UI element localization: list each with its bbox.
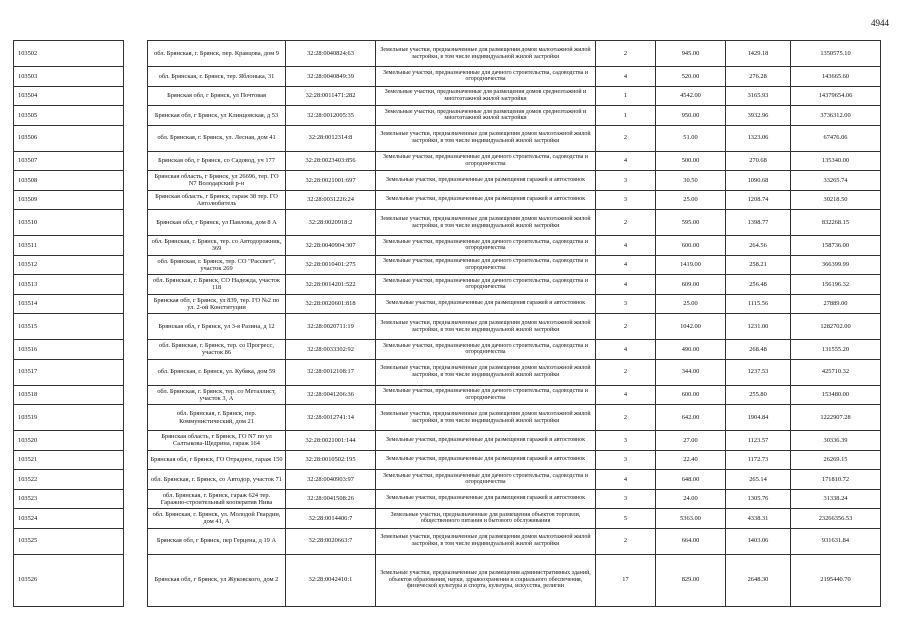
area-cell: 600.00 <box>656 236 726 256</box>
address-cell: обл. Брянская, г. Брянск, со Автодор, участок 71 <box>148 470 286 490</box>
spacer-cell <box>124 385 148 405</box>
address-cell: Брянская обл, г Брянск, ул Клинцовская, д 53 <box>148 106 286 126</box>
spacer-cell <box>124 314 148 340</box>
table-row <box>14 255 881 275</box>
group-number-cell: 5 <box>596 509 656 529</box>
table-row <box>14 405 881 431</box>
spacer-cell <box>124 554 148 606</box>
spacer-cell <box>124 106 148 126</box>
specific-value-cell: 1172.73 <box>726 450 791 470</box>
specific-value-cell: 1398.77 <box>726 210 791 236</box>
specific-value-cell: 1231.00 <box>726 314 791 340</box>
specific-value-cell: 268.48 <box>726 340 791 360</box>
group-number-cell: 4 <box>596 385 656 405</box>
group-number-cell: 2 <box>596 528 656 554</box>
cadastral-number-cell: 32:28:0012005:35 <box>286 106 376 126</box>
cadastral-value-cell: 135340.00 <box>791 151 881 171</box>
specific-value-cell: 1090.68 <box>726 171 791 191</box>
address-cell: Брянская область, г Брянск, ГО N7 по ул Салтыкова-Щедрина, гараж 164 <box>148 431 286 451</box>
spacer-cell <box>124 190 148 210</box>
group-number-cell: 4 <box>596 151 656 171</box>
table-row <box>14 171 881 191</box>
land-use-cell: Земельные участки, предназначенные для дачного строительства, садоводства и огородничества <box>376 470 596 490</box>
cadastral-number-cell: 32:28:0021001:697 <box>286 171 376 191</box>
cadastral-number-cell: 32:28:0031226:24 <box>286 190 376 210</box>
area-cell: 490.00 <box>656 340 726 360</box>
specific-value-cell: 264.56 <box>726 236 791 256</box>
cadastral-value-cell: 30218.50 <box>791 190 881 210</box>
land-use-cell: Земельные участки, предназначенные для размещения домов малоэтажной жилой застройки, в том числе индивидуальной жилой застройки <box>376 41 596 67</box>
group-number-cell: 1 <box>596 106 656 126</box>
area-cell: 30.50 <box>656 171 726 191</box>
cadastral-number-cell: 32:28:0023403:856 <box>286 151 376 171</box>
table-row <box>14 190 881 210</box>
land-use-cell: Земельные участки, предназначенные для размещения административных зданий, объектов образования, науки, здравоохранения и социального обеспечения, физической культуры и спорта, культуры, искусства, религии <box>376 554 596 606</box>
cadastral-value-cell: 1222907.28 <box>791 405 881 431</box>
object-id-cell: 103505 <box>14 106 124 126</box>
group-number-cell: 4 <box>596 275 656 295</box>
spacer-cell <box>124 359 148 385</box>
spacer-cell <box>124 255 148 275</box>
cadastral-value-cell: 31338.24 <box>791 489 881 509</box>
table-row <box>14 528 881 554</box>
specific-value-cell: 1323.06 <box>726 125 791 151</box>
address-cell: обл. Брянская, г. Брянск, гараж 624 тер. Гаражно-строительный кооператив Нива <box>148 489 286 509</box>
land-use-cell: Земельные участки, предназначенные для размещения домов среднеэтажной и многоэтажной жилой застройки <box>376 86 596 106</box>
specific-value-cell: 265.14 <box>726 470 791 490</box>
group-number-cell: 4 <box>596 236 656 256</box>
spacer-cell <box>124 151 148 171</box>
group-number-cell: 2 <box>596 41 656 67</box>
table-row <box>14 314 881 340</box>
table-row <box>14 509 881 529</box>
address-cell: Брянская обл, г Брянск, пер Герцена, д 19 А <box>148 528 286 554</box>
table-row <box>14 489 881 509</box>
specific-value-cell: 258.21 <box>726 255 791 275</box>
land-use-cell: Земельные участки, предназначенные для размещения домов малоэтажной жилой застройки, в том числе индивидуальной жилой застройки <box>376 359 596 385</box>
address-cell: обл. Брянская, г. Брянск, тер. СО "Рассвет", участок 269 <box>148 255 286 275</box>
area-cell: 5363.00 <box>656 509 726 529</box>
land-use-cell: Земельные участки, предназначенные для размещения домов малоэтажной жилой застройки, в том числе индивидуальной жилой застройки <box>376 210 596 236</box>
cadastral-number-cell: 32:28:0041508:26 <box>286 489 376 509</box>
address-cell: обл. Брянская, г. Брянск, пер. Коммунистический, дом 21 <box>148 405 286 431</box>
address-cell: обл. Брянская, г. Брянск, ул. Кубяка, дом 59 <box>148 359 286 385</box>
address-cell: Брянская обл, г Брянск, ул 839, тер. ГО №2 по ул. 2-ой Конституции <box>148 294 286 314</box>
group-number-cell: 4 <box>596 470 656 490</box>
spacer-cell <box>124 294 148 314</box>
area-cell: 25.00 <box>656 190 726 210</box>
group-number-cell: 4 <box>596 255 656 275</box>
specific-value-cell: 3932.96 <box>726 106 791 126</box>
object-id-cell: 103523 <box>14 489 124 509</box>
area-cell: 1419.00 <box>656 255 726 275</box>
land-use-cell: Земельные участки, предназначенные для размещения домов малоэтажной жилой застройки, в том числе индивидуальной жилой застройки <box>376 528 596 554</box>
group-number-cell: 2 <box>596 405 656 431</box>
area-cell: 1042.00 <box>656 314 726 340</box>
land-use-cell: Земельные участки, предназначенные для размещения домов малоэтажной жилой застройки, в том числе индивидуальной жилой застройки <box>376 405 596 431</box>
cadastral-number-cell: 32:28:0021001:144 <box>286 431 376 451</box>
land-use-cell: Земельные участки, предназначенные для размещения гаражей и автостоянок <box>376 294 596 314</box>
table-row <box>14 450 881 470</box>
cadastral-value-cell: 425710.32 <box>791 359 881 385</box>
cadastral-number-cell: 32:28:0041206:36 <box>286 385 376 405</box>
object-id-cell: 103509 <box>14 190 124 210</box>
cadastral-value-cell: 26269.15 <box>791 450 881 470</box>
address-cell: обл. Брянская, г. Брянск, тер. со Прогресс, участок 86 <box>148 340 286 360</box>
address-cell: Брянская обл, г Брянск, со Садовод, уч 177 <box>148 151 286 171</box>
specific-value-cell: 1904.84 <box>726 405 791 431</box>
table-row <box>14 359 881 385</box>
object-id-cell: 103507 <box>14 151 124 171</box>
cadastral-value-cell: 832268.15 <box>791 210 881 236</box>
table-row <box>14 470 881 490</box>
spacer-cell <box>124 431 148 451</box>
cadastral-value-cell: 3736312.00 <box>791 106 881 126</box>
cadastral-number-cell: 32:28:0011471:282 <box>286 86 376 106</box>
cadastral-value-cell: 1350575.10 <box>791 41 881 67</box>
group-number-cell: 3 <box>596 489 656 509</box>
table-row <box>14 151 881 171</box>
area-cell: 642.00 <box>656 405 726 431</box>
cadastral-number-cell: 32:28:0042410:1 <box>286 554 376 606</box>
land-use-cell: Земельные участки, предназначенные для размещения домов среднеэтажной и многоэтажной жилой застройки <box>376 106 596 126</box>
object-id-cell: 103512 <box>14 255 124 275</box>
cadastral-number-cell: 32:28:0033302:92 <box>286 340 376 360</box>
group-number-cell: 2 <box>596 125 656 151</box>
specific-value-cell: 270.68 <box>726 151 791 171</box>
group-number-cell: 2 <box>596 210 656 236</box>
group-number-cell: 2 <box>596 314 656 340</box>
cadastral-value-cell: 14379654.06 <box>791 86 881 106</box>
cadastral-number-cell: 32:28:0012108:17 <box>286 359 376 385</box>
land-use-cell: Земельные участки, предназначенные для размещения домов малоэтажной жилой застройки, в том числе индивидуальной жилой застройки <box>376 125 596 151</box>
group-number-cell: 2 <box>596 359 656 385</box>
group-number-cell: 3 <box>596 171 656 191</box>
table-row <box>14 125 881 151</box>
area-cell: 51.00 <box>656 125 726 151</box>
spacer-cell <box>124 528 148 554</box>
object-id-cell: 103504 <box>14 86 124 106</box>
address-cell: обл. Брянская, г. Брянск, ул. Молодой Гвардии, дом 41, А <box>148 509 286 529</box>
spacer-cell <box>124 67 148 87</box>
cadastral-value-cell: 171810.72 <box>791 470 881 490</box>
land-use-cell: Земельные участки, предназначенные для размещения гаражей и автостоянок <box>376 450 596 470</box>
cadastral-number-cell: 32:28:0040904:307 <box>286 236 376 256</box>
table-row <box>14 554 881 606</box>
cadastral-number-cell: 32:28:0014406:7 <box>286 509 376 529</box>
address-cell: обл. Брянская, г. Брянск, пер. Кравцова, дом 9 <box>148 41 286 67</box>
table-row <box>14 294 881 314</box>
specific-value-cell: 1115.56 <box>726 294 791 314</box>
cadastral-value-cell: 143665.60 <box>791 67 881 87</box>
cadastral-number-cell: 32:28:0040849:39 <box>286 67 376 87</box>
table-row <box>14 210 881 236</box>
table-row <box>14 86 881 106</box>
cadastral-number-cell: 32:28:0020711:19 <box>286 314 376 340</box>
specific-value-cell: 2648.30 <box>726 554 791 606</box>
cadastral-number-cell: 32:28:0040824:63 <box>286 41 376 67</box>
address-cell: Брянская область, г Брянск, ул 26696, тер. ГО N7 Володарский р-н <box>148 171 286 191</box>
area-cell: 595.00 <box>656 210 726 236</box>
area-cell: 344.00 <box>656 359 726 385</box>
area-cell: 648.00 <box>656 470 726 490</box>
cadastral-value-cell: 153480.00 <box>791 385 881 405</box>
area-cell: 950.00 <box>656 106 726 126</box>
object-id-cell: 103514 <box>14 294 124 314</box>
address-cell: Брянская обл, г Брянск, ул Почтовая <box>148 86 286 106</box>
area-cell: 27.00 <box>656 431 726 451</box>
address-cell: обл. Брянская, г. Брянск, СО Надежда, участок 118 <box>148 275 286 295</box>
group-number-cell: 4 <box>596 340 656 360</box>
cadastral-number-cell: 32:28:0040903:97 <box>286 470 376 490</box>
land-use-cell: Земельные участки, предназначенные для дачного строительства, садоводства и огородничества <box>376 67 596 87</box>
table-row <box>14 41 881 67</box>
cadastral-number-cell: 32:28:0012741:14 <box>286 405 376 431</box>
cadastral-number-cell: 32:28:0020918:2 <box>286 210 376 236</box>
cadastral-value-cell: 27889.00 <box>791 294 881 314</box>
land-use-cell: Земельные участки, предназначенные для размещения домов малоэтажной жилой застройки, в том числе индивидуальной жилой застройки <box>376 314 596 340</box>
area-cell: 22.40 <box>656 450 726 470</box>
cadastral-value-cell: 1282702.00 <box>791 314 881 340</box>
spacer-cell <box>124 470 148 490</box>
land-use-cell: Земельные участки, предназначенные для дачного строительства, садоводства и огородничества <box>376 340 596 360</box>
spacer-cell <box>124 405 148 431</box>
object-id-cell: 103515 <box>14 314 124 340</box>
table-row <box>14 106 881 126</box>
object-id-cell: 103503 <box>14 67 124 87</box>
specific-value-cell: 256.48 <box>726 275 791 295</box>
spacer-cell <box>124 275 148 295</box>
spacer-cell <box>124 86 148 106</box>
area-cell: 520.00 <box>656 67 726 87</box>
spacer-cell <box>124 340 148 360</box>
specific-value-cell: 1403.06 <box>726 528 791 554</box>
spacer-cell <box>124 509 148 529</box>
address-cell: Брянская область, г Брянск, гараж 38 тер. ГО Автолюбитель <box>148 190 286 210</box>
area-cell: 4542.00 <box>656 86 726 106</box>
specific-value-cell: 1237.53 <box>726 359 791 385</box>
land-use-cell: Земельные участки, предназначенные для дачного строительства, садоводства и огородничества <box>376 275 596 295</box>
spacer-cell <box>124 125 148 151</box>
address-cell: обл. Брянская, г. Брянск, тер. со Автодорожник, 369 <box>148 236 286 256</box>
area-cell: 609.00 <box>656 275 726 295</box>
area-cell: 25.00 <box>656 294 726 314</box>
spacer-cell <box>124 210 148 236</box>
spacer-cell <box>124 236 148 256</box>
area-cell: 24.00 <box>656 489 726 509</box>
object-id-cell: 103520 <box>14 431 124 451</box>
area-cell: 945.00 <box>656 41 726 67</box>
object-id-cell: 103524 <box>14 509 124 529</box>
cadastral-value-cell: 158736.00 <box>791 236 881 256</box>
specific-value-cell: 255.80 <box>726 385 791 405</box>
specific-value-cell: 1208.74 <box>726 190 791 210</box>
object-id-cell: 103521 <box>14 450 124 470</box>
specific-value-cell: 1123.57 <box>726 431 791 451</box>
specific-value-cell: 1305.76 <box>726 489 791 509</box>
group-number-cell: 17 <box>596 554 656 606</box>
group-number-cell: 3 <box>596 450 656 470</box>
object-id-cell: 103522 <box>14 470 124 490</box>
land-use-cell: Земельные участки, предназначенные для дачного строительства, садоводства и огородничества <box>376 236 596 256</box>
object-id-cell: 103506 <box>14 125 124 151</box>
group-number-cell: 1 <box>596 86 656 106</box>
cadastral-value-cell: 156196.32 <box>791 275 881 295</box>
area-cell: 600.00 <box>656 385 726 405</box>
land-use-cell: Земельные участки, предназначенные для дачного строительства, садоводства и огородничества <box>376 151 596 171</box>
cadastral-value-cell: 33265.74 <box>791 171 881 191</box>
object-id-cell: 103508 <box>14 171 124 191</box>
cadastral-value-cell: 2195440.70 <box>791 554 881 606</box>
table-row <box>14 275 881 295</box>
object-id-cell: 103517 <box>14 359 124 385</box>
land-use-cell: Земельные участки, предназначенные для размещения гаражей и автостоянок <box>376 190 596 210</box>
area-cell: 829.00 <box>656 554 726 606</box>
address-cell: обл. Брянская, г. Брянск, тер. со Металлист, участок 3, А <box>148 385 286 405</box>
object-id-cell: 103525 <box>14 528 124 554</box>
specific-value-cell: 3165.93 <box>726 86 791 106</box>
table-row <box>14 67 881 87</box>
address-cell: обл. Брянская, г. Брянск, тер. Яблонька, 31 <box>148 67 286 87</box>
cadastral-value-table <box>13 40 881 607</box>
object-id-cell: 103502 <box>14 41 124 67</box>
cadastral-value-cell: 30336.39 <box>791 431 881 451</box>
object-id-cell: 103511 <box>14 236 124 256</box>
specific-value-cell: 276.28 <box>726 67 791 87</box>
group-number-cell: 3 <box>596 431 656 451</box>
cadastral-number-cell: 32:28:0010401:275 <box>286 255 376 275</box>
cadastral-value-cell: 931631.84 <box>791 528 881 554</box>
object-id-cell: 103513 <box>14 275 124 295</box>
land-use-cell: Земельные участки, предназначенные для размещения гаражей и автостоянок <box>376 171 596 191</box>
cadastral-number-cell: 32:28:0020601:818 <box>286 294 376 314</box>
specific-value-cell: 4338.31 <box>726 509 791 529</box>
cadastral-number-cell: 32:28:0014201:522 <box>286 275 376 295</box>
table-row <box>14 385 881 405</box>
area-cell: 664.00 <box>656 528 726 554</box>
address-cell: Брянская обл, г Брянск, ул 3-я Разина, д 12 <box>148 314 286 340</box>
spacer-cell <box>124 171 148 191</box>
object-id-cell: 103526 <box>14 554 124 606</box>
address-cell: Брянская обл, г Брянск, ул Павлова, дом 8 А <box>148 210 286 236</box>
object-id-cell: 103518 <box>14 385 124 405</box>
cadastral-value-cell: 366399.99 <box>791 255 881 275</box>
cadastral-value-cell: 23266356.53 <box>791 509 881 529</box>
cadastral-number-cell: 32:28:0020663:7 <box>286 528 376 554</box>
table-row <box>14 431 881 451</box>
land-use-cell: Земельные участки, предназначенные для дачного строительства, садоводства и огородничества <box>376 385 596 405</box>
object-id-cell: 103510 <box>14 210 124 236</box>
group-number-cell: 4 <box>596 67 656 87</box>
land-use-cell: Земельные участки, предназначенные для дачного строительства, садоводства и огородничества <box>376 255 596 275</box>
group-number-cell: 3 <box>596 294 656 314</box>
object-id-cell: 103516 <box>14 340 124 360</box>
spacer-cell <box>124 41 148 67</box>
address-cell: Брянская обл, г Брянск, ГО Отрадное, гараж 150 <box>148 450 286 470</box>
specific-value-cell: 1429.18 <box>726 41 791 67</box>
cadastral-value-cell: 131555.20 <box>791 340 881 360</box>
land-use-cell: Земельные участки, предназначенные для размещения гаражей и автостоянок <box>376 489 596 509</box>
group-number-cell: 3 <box>596 190 656 210</box>
table-row <box>14 340 881 360</box>
cadastral-value-cell: 67476.06 <box>791 125 881 151</box>
cadastral-number-cell: 32:28:0010502:195 <box>286 450 376 470</box>
spacer-cell <box>124 489 148 509</box>
table-row <box>14 236 881 256</box>
land-use-cell: Земельные участки, предназначенные для размещения гаражей и автостоянок <box>376 431 596 451</box>
land-use-cell: Земельные участки, предназначенные для размещения объектов торговли, общественного питания и бытового обслуживания <box>376 509 596 529</box>
spacer-cell <box>124 450 148 470</box>
area-cell: 500.00 <box>656 151 726 171</box>
object-id-cell: 103519 <box>14 405 124 431</box>
page-number: 4944 <box>871 18 889 28</box>
address-cell: Брянская обл, г Брянск, ул Жуковского, дом 2 <box>148 554 286 606</box>
address-cell: обл. Брянская, г. Брянск, ул. Лесная, дом 41 <box>148 125 286 151</box>
cadastral-number-cell: 32:28:0012314:8 <box>286 125 376 151</box>
